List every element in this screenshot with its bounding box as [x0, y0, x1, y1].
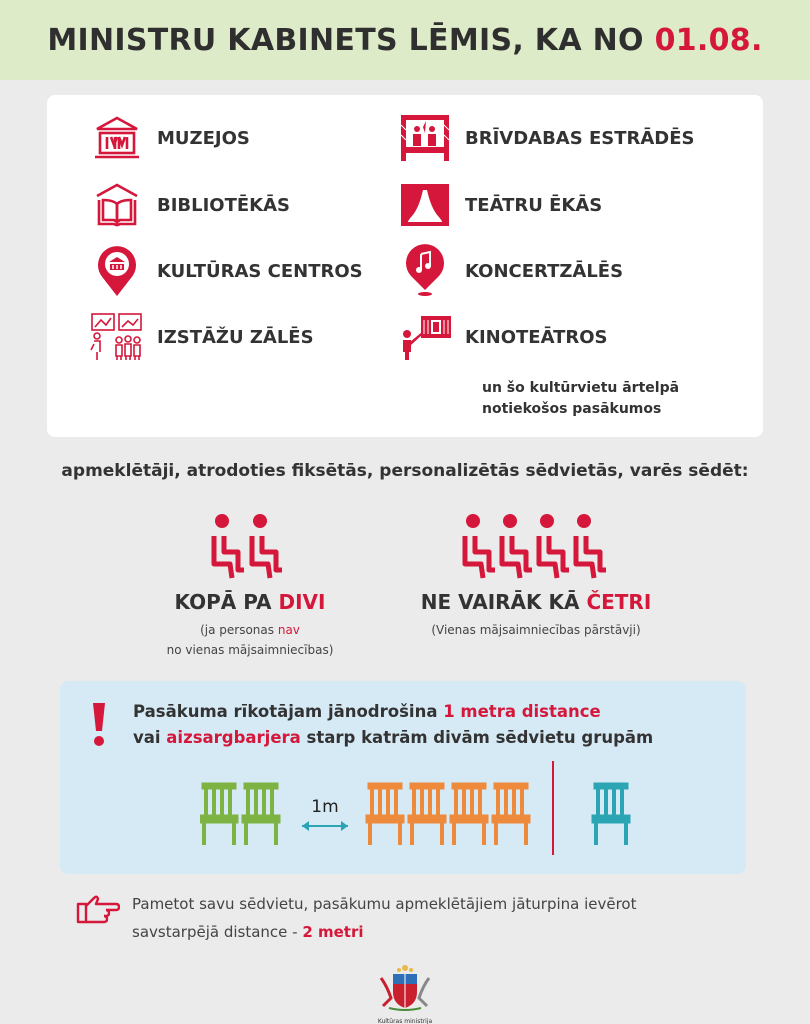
museum-icon: [89, 112, 145, 164]
header-banner: [0, 0, 810, 80]
venue-culture-centers: [89, 245, 363, 297]
pair-note-highlight: nav: [277, 623, 300, 637]
venue-exhibitions: [89, 311, 314, 363]
rules-line2-highlight: aizsargbarjera: [166, 728, 301, 747]
venue-libraries: [89, 179, 290, 231]
rules-line2-prefix: vai: [133, 728, 161, 747]
outdoor-note-line1: un šo kultūrvietu ārtelpā: [482, 380, 680, 396]
four-note: (Vienas mājsaimniecības pārstāvji): [431, 623, 641, 637]
rules-line2-suffix: starp katrām divām sēdvietu grupām: [306, 728, 654, 747]
venue-label: MUZEJOS: [157, 127, 250, 149]
exhibition-icon: [89, 311, 145, 363]
seated-persons-four: [396, 512, 676, 582]
teal-chair: [592, 783, 630, 845]
rules-text: [133, 699, 653, 751]
coat-of-arms-icon: [377, 962, 433, 1012]
title-date: 01.08.: [654, 22, 763, 58]
barrier-line: [552, 761, 554, 855]
rules-line1-highlight: 1 metra distance: [443, 702, 601, 721]
venue-label: TEĀTRU ĒKĀS: [465, 194, 603, 216]
seats-pair-group: [120, 512, 380, 660]
four-title: [396, 590, 676, 614]
pair-title: [120, 590, 380, 614]
leave-highlight: 2 metri: [302, 923, 364, 941]
rules-line1-prefix: Pasākuma rīkotājam jānodrošina: [133, 702, 438, 721]
chairs-illustration: [200, 779, 650, 849]
venue-label: KONCERTZĀLĒS: [465, 260, 624, 282]
green-chairs: [200, 783, 280, 845]
leave-line2: savstarpējā distance -: [132, 923, 298, 941]
venue-label: KINOTEĀTROS: [465, 326, 608, 348]
seated-person-icons: [461, 512, 611, 582]
venue-theatres: [397, 179, 602, 231]
concert-pin-icon: [397, 245, 453, 297]
title-text: MINISTRU KABINETS LĒMIS, KA NO: [47, 22, 644, 58]
venue-label: KULTŪRAS CENTROS: [157, 260, 363, 282]
exclamation-icon: [84, 699, 114, 753]
pair-note-before: (ja personas: [200, 623, 275, 637]
four-title-highlight: ČETRI: [586, 590, 652, 614]
orange-chairs: [366, 783, 530, 845]
double-arrow-icon: [300, 820, 350, 832]
library-icon: [89, 179, 145, 231]
outdoor-note: [482, 378, 679, 420]
leave-line1: Pametot savu sēdvietu, pasākumu apmeklētājiem jāturpina ievērot: [132, 895, 637, 913]
open-air-stage-icon: [397, 112, 453, 164]
page-title: [47, 23, 762, 58]
venue-label: BIBLIOTĒKĀS: [157, 194, 291, 216]
venue-concert-halls: [397, 245, 623, 297]
seating-subtitle: apmeklētāji, atrodoties fiksētās, personalizētās sēdvietās, varēs sēdēt:: [61, 461, 749, 481]
theatre-curtain-icon: [397, 179, 453, 231]
pair-note-after: no vienas mājsaimniecības): [166, 643, 334, 657]
distance-indicator: [300, 797, 350, 836]
culture-center-pin-icon: [89, 245, 145, 297]
seated-person-icons: [210, 512, 290, 582]
four-title-prefix: NE VAIRĀK KĀ: [420, 590, 580, 614]
cinema-icon: [397, 311, 453, 363]
outdoor-note-line2: notiekošos pasākumos: [482, 401, 662, 417]
venue-label: BRĪVDABAS ESTRĀDĒS: [465, 127, 695, 149]
seats-four-group: [396, 512, 676, 640]
distance-label: 1m: [311, 797, 339, 817]
seated-persons-pair: [120, 512, 380, 582]
pair-note: [120, 620, 380, 660]
venues-card: [47, 95, 763, 437]
ministry-caption: Kultūras ministrija: [377, 1018, 433, 1024]
venue-open-air-stages: [397, 112, 695, 164]
venue-museums: [89, 112, 250, 164]
venue-label: IZSTĀŽU ZĀLĒS: [157, 326, 314, 348]
pointing-hand-icon: [76, 892, 120, 930]
distance-rules-box: [60, 681, 746, 874]
ministry-logo: [370, 962, 440, 1024]
leave-seat-text: [132, 890, 637, 946]
pair-title-prefix: KOPĀ PA: [174, 590, 272, 614]
venue-cinemas: [397, 311, 608, 363]
pair-title-highlight: DIVI: [278, 590, 326, 614]
